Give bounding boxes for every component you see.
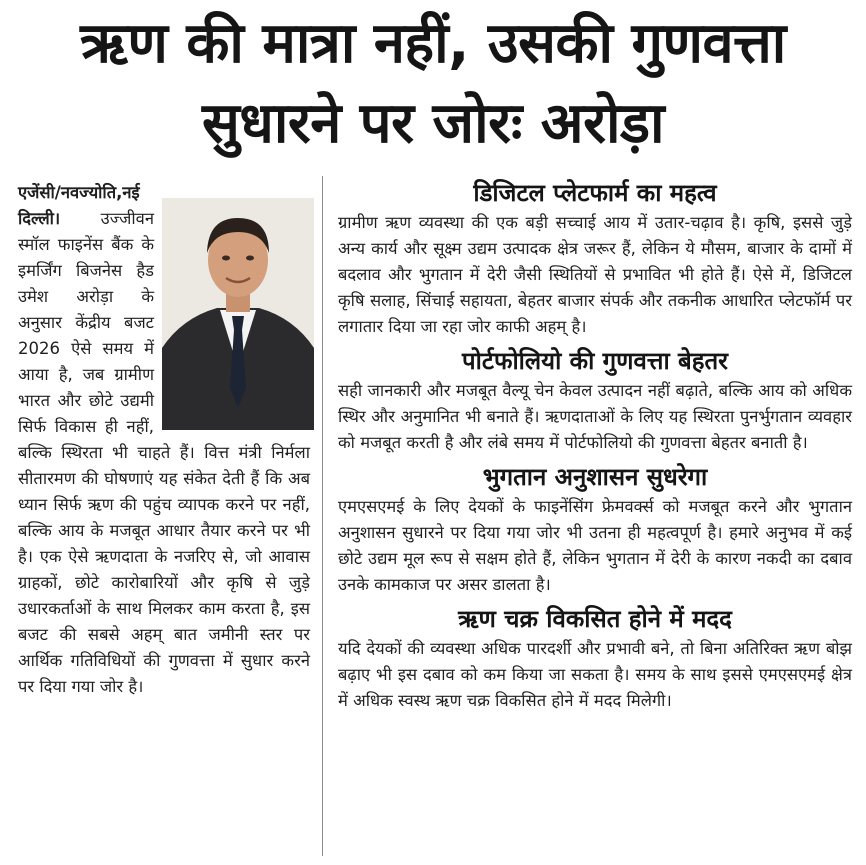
section-heading-credit-cycle: ऋण चक्र विकसित होने में मदद bbox=[458, 605, 732, 633]
section-body-credit-cycle: यदि देयकों की व्यवस्था अधिक पारदर्शी और प्रभावी बने, तो बिना अतिरिक्त ऋण बोझ बढ़ाए भी इस दबाव को कम किया जा सकता है। समय के साथ इससे एमएसएमई क्षेत्र में अधिक स्वस्थ ऋण चक्र विकसित होने में मदद मिलेगी। bbox=[338, 639, 852, 710]
section-body-portfolio-quality: सही जानकारी और मजबूत वैल्यू चेन केवल उत्पादन नहीं बढ़ाते, बल्कि आय को अधिक स्थिर और अनुमानित भी बनाते हैं। ऋणदाताओं के लिए यह स्थिरता पुनर्भुगतान व्यवहार को मजबूत करती है और लंबे समय में पोर्टफोलियो की गुणवत्ता बेहतर बनाती है। bbox=[338, 381, 852, 452]
left-column bbox=[18, 180, 310, 860]
right-column bbox=[338, 176, 852, 718]
portrait-illustration bbox=[162, 198, 314, 430]
section-body-payment-discipline: एमएसएमई के लिए देयकों के फाइनेंसिंग फ्रेमवर्क्स को मजबूत करने और भुगतान अनुशासन सुधारने पर दिया गया जोर भी उतना ही महत्वपूर्ण है। हमारे अनुभव में कई छोटे उद्यम मूल रूप से सक्षम होते हैं, लेकिन भुगतान में देरी के कारण नकदी का दबाव उनके कामकाज पर असर डालता है। bbox=[338, 497, 852, 594]
section-body-digital-platform: ग्रामीण ऋण व्यवस्था की एक बड़ी सच्चाई आय में उतार-चढ़ाव है। कृषि, इससे जुड़े अन्य कार्य और सूक्ष्म उद्यम उत्पादक क्षेत्र जरूर हैं, लेकिन ये मौसम, बाजार के दामों में बदलाव और भुगतान में देरी जैसी स्थितियों से प्रभावित भी होते हैं। ऐसे में, डिजिटल कृषि सलाह, सिंचाई सहायता, बेहतर बाजार संपर्क और तकनीक आधारित प्लेटफॉर्म पर लगातार दिया जा रहा जोर काफी अहम् है। bbox=[338, 213, 852, 336]
section-heading-portfolio-quality: पोर्टफोलियो की गुणवत्ता बेहतर bbox=[462, 347, 728, 375]
left-body-text: उज्जीवन स्मॉल फाइनेंस बैंक के इमर्जिंग बिजनेस हैड उमेश अरोड़ा के अनुसार केंद्रीय बजट 2026 ऐसे समय में आया है, जब ग्रामीण भारत और छोटे उद्यमी सिर्फ विकास ही नहीं, बल्कि स्थिरता भी चाहते हैं। वित्त मंत्री निर्मला सीतारमण की घोषणाएं यह संकेत देती हैं कि अब ध्यान सिर्फ ऋण की पहुंच व्यापक करने पर नहीं, बल्कि आय के मजबूत आधार तैयार करने पर भी है। एक ऐसे ऋणदाता के नजरिए से, जो आवास ग्राहकों, छोटे कारोबारियों और कृषि से जुड़े उधारकर्ताओं के साथ मिलकर काम करता है, इस बजट की सबसे अहम् बात जमीनी स्तर पर आर्थिक गतिविधियों की गुणवत्ता में सुधार करने पर दिया गया जोर है। bbox=[18, 209, 310, 696]
dateline: एजेंसी/नवज्योति,नई दिल्ली। bbox=[18, 183, 140, 228]
section-heading-digital-platform: डिजिटल प्लेटफार्म का महत्व bbox=[473, 179, 717, 207]
headline-line-1: ऋण की मात्रा नहीं, उसकी गुणवत्ता bbox=[80, 11, 786, 76]
section-heading-payment-discipline: भुगतान अनुशासन सुधरेगा bbox=[482, 463, 708, 491]
column-divider bbox=[322, 176, 323, 856]
portrait-photo bbox=[162, 198, 314, 430]
headline-line-2: सुधारने पर जोरः अरोड़ा bbox=[202, 91, 664, 156]
